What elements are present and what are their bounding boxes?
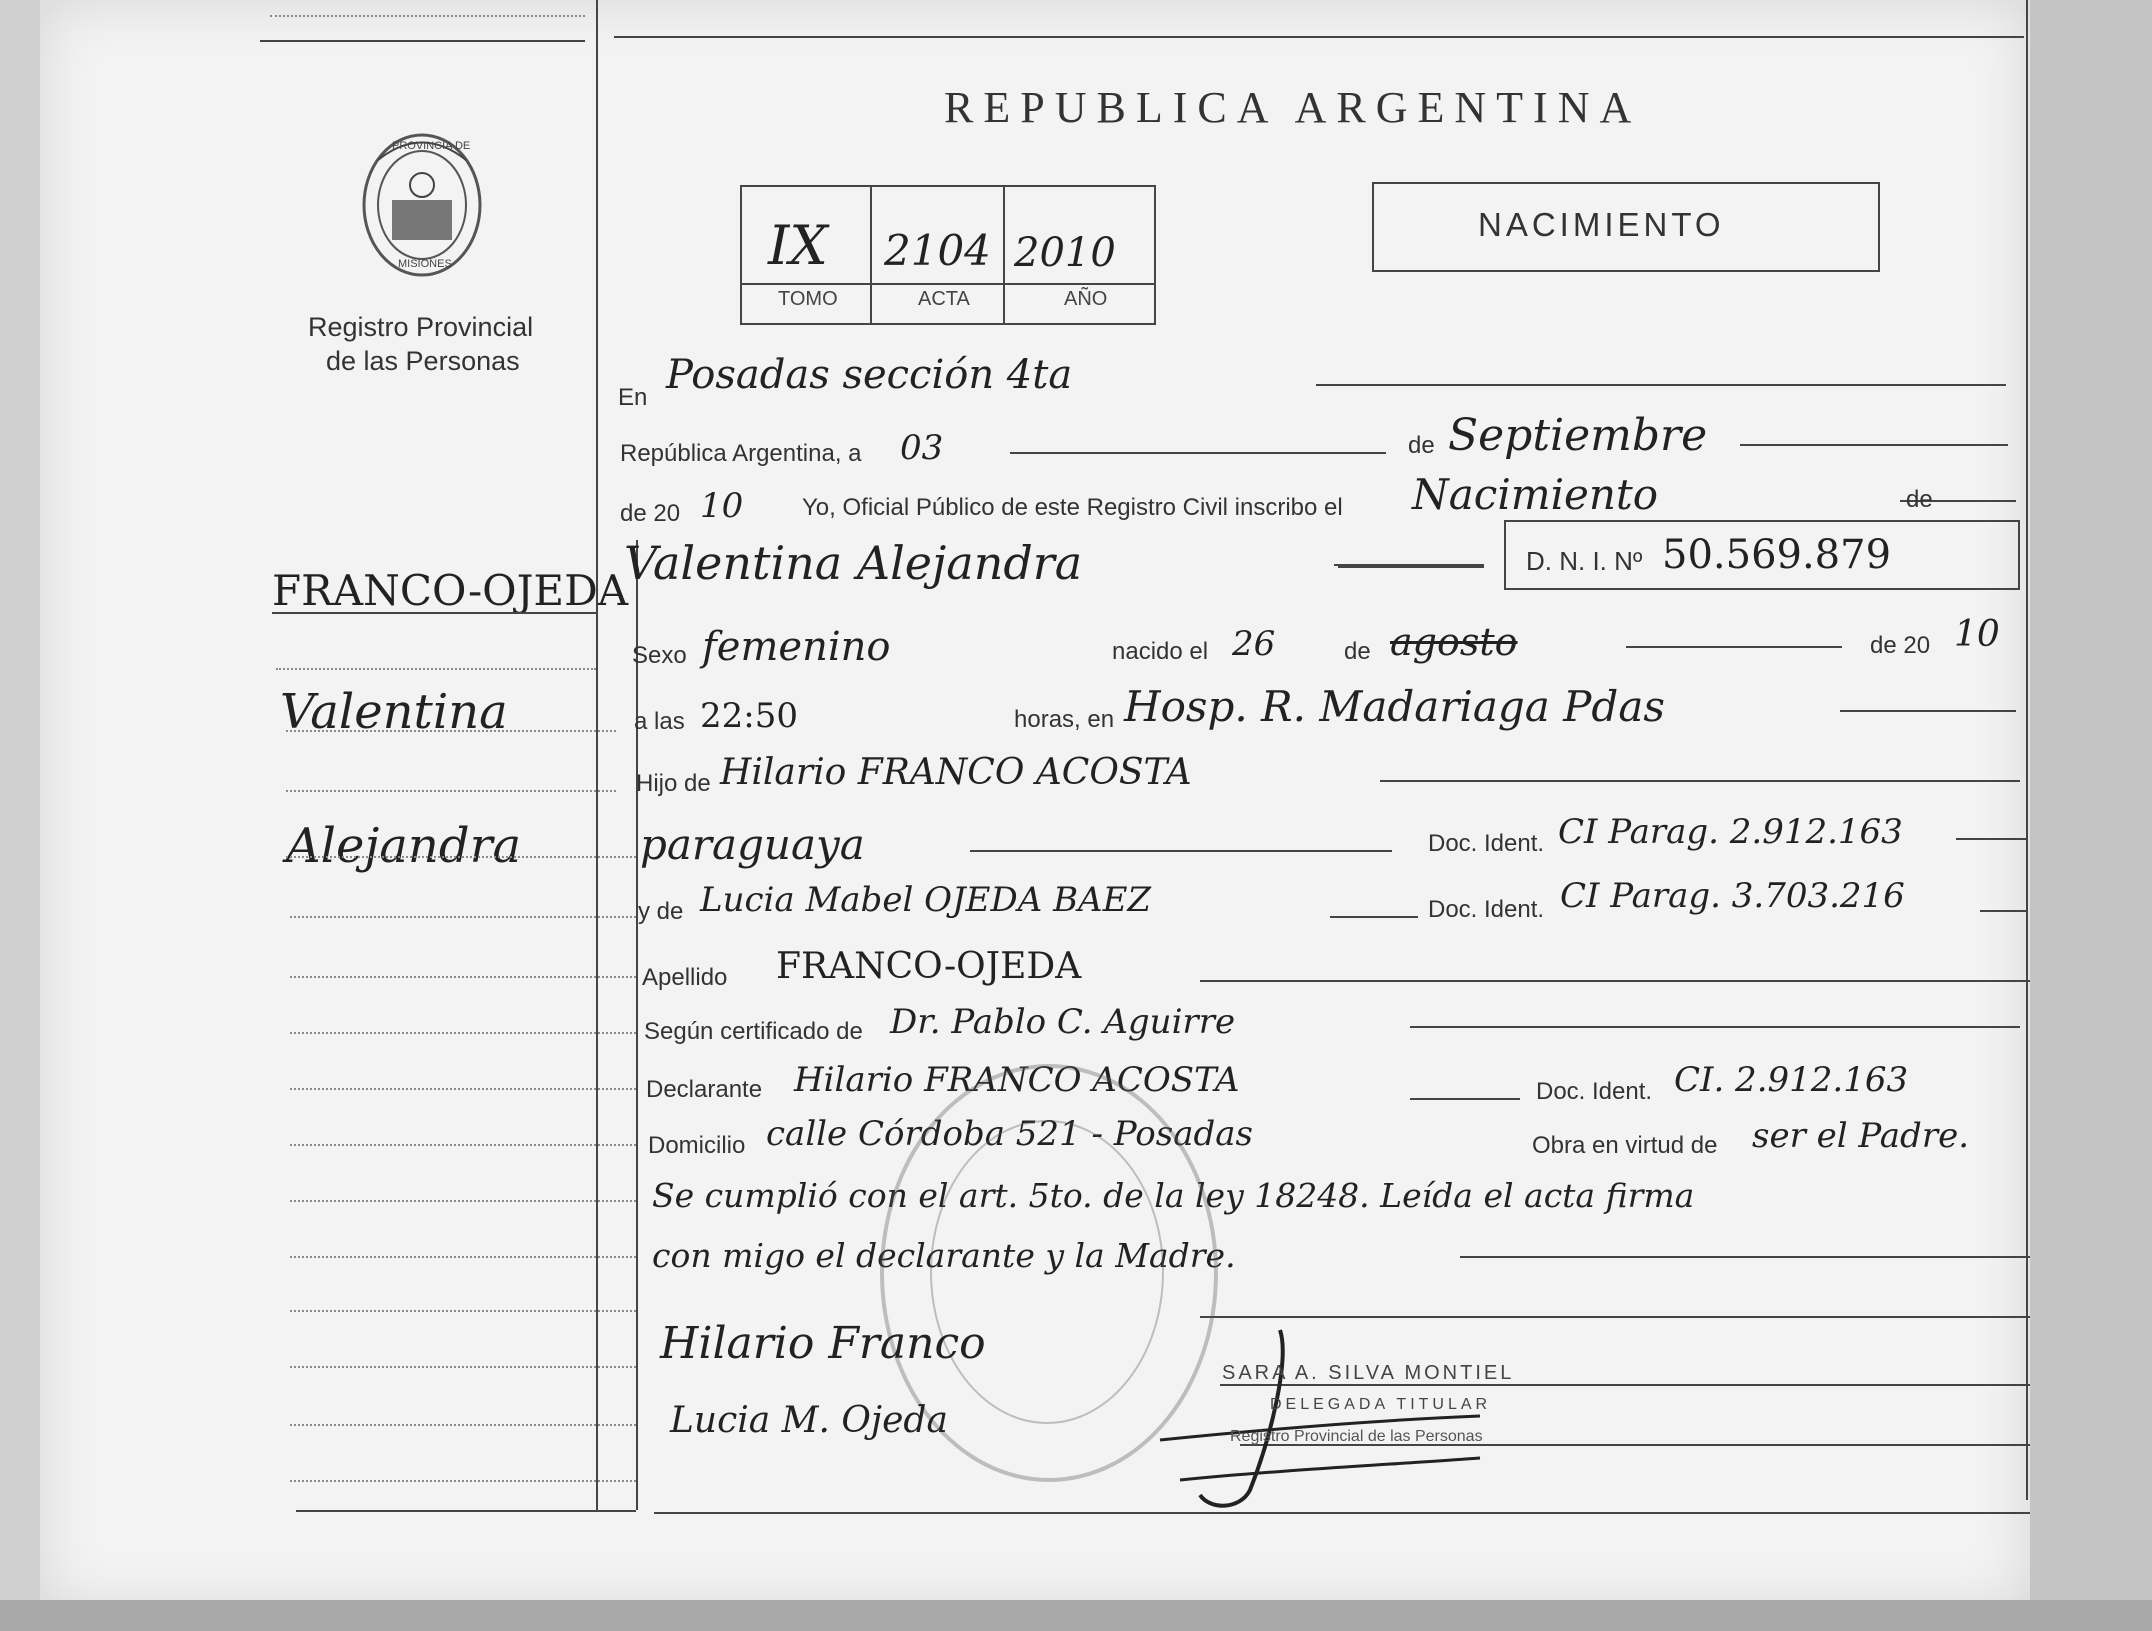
- signature-mother: Lucia M. Ojeda: [670, 1400, 948, 1441]
- doc-ident-label-3: Doc. Ident.: [1536, 1078, 1653, 1105]
- margin-dotted-line: [290, 1088, 636, 1090]
- birth-place: Hosp. R. Madariaga Pdas: [1124, 682, 1665, 731]
- column-divider: [596, 0, 598, 1510]
- tomo-label: TOMO: [778, 288, 838, 310]
- declarante-label: Declarante: [646, 1076, 763, 1103]
- official-signature-icon: [1140, 1320, 1500, 1520]
- horas-label: horas, en: [1014, 706, 1115, 733]
- record-divider: [870, 185, 872, 323]
- official-title: DELEGADA TITULAR: [1270, 1396, 1492, 1413]
- nacido-label: nacido el: [1112, 638, 1209, 665]
- certificado-value: Dr. Pablo C. Aguirre: [890, 1002, 1236, 1042]
- field-line: [1338, 566, 1484, 568]
- margin-dotted-line: [290, 1366, 636, 1368]
- sexo-value: femenino: [702, 624, 891, 670]
- sexo-label: Sexo: [632, 642, 687, 669]
- de-label-3: de: [1344, 638, 1371, 665]
- obra-value: ser el Padre.: [1752, 1116, 1969, 1156]
- father-name: Hilario FRANCO ACOSTA: [720, 752, 1192, 793]
- document-type: NACIMIENTO: [1478, 206, 1725, 243]
- hijo-label: Hijo de: [636, 770, 711, 797]
- column-divider-inner: [636, 540, 638, 1510]
- seal-text-bottom: MISIONES: [398, 258, 452, 270]
- field-line: [1626, 646, 1842, 648]
- margin-dotted-line: [290, 1032, 636, 1034]
- declarante-value: Hilario FRANCO ACOSTA: [794, 1060, 1240, 1100]
- margin-dotted-line: [286, 790, 616, 792]
- margin-dotted-line: [286, 730, 616, 732]
- margin-dotted-line: [290, 1480, 636, 1482]
- field-line: [1316, 384, 2006, 386]
- record-divider: [1003, 185, 1005, 323]
- record-label-rule: [740, 283, 1154, 285]
- en-label: En: [618, 384, 648, 411]
- right-border: [2026, 0, 2028, 1500]
- place-value: Posadas sección 4ta: [666, 352, 1073, 398]
- field-line: [1740, 444, 2008, 446]
- margin-middle-name: Alejandra: [286, 818, 522, 874]
- field-line: [1980, 910, 2026, 912]
- seal-text-top: PROVINCIA DE: [392, 140, 471, 152]
- field-line: [1460, 1256, 2030, 1258]
- mother-name: Lucia Mabel OJEDA BAEZ: [700, 880, 1152, 920]
- margin-bottom-rule: [296, 1510, 636, 1512]
- province-seal: [358, 130, 486, 280]
- domicilio-value: calle Córdoba 521 - Posadas: [766, 1114, 1253, 1154]
- anio-value: 2010: [1014, 230, 1116, 276]
- registry-name-line2: de las Personas: [326, 346, 520, 376]
- alas-label: a las: [634, 708, 685, 735]
- page-edge-bottom: [0, 1600, 2152, 1631]
- acta-label: ACTA: [918, 288, 970, 310]
- margin-dotted-line: [290, 1200, 636, 1202]
- father-nationality: paraguaya: [640, 820, 865, 869]
- top-dotted: [270, 15, 585, 17]
- birth-month: agosto: [1390, 620, 1518, 664]
- notes-line-2: con migo el declarante y la Madre.: [652, 1236, 1236, 1275]
- page-edge-right: [2030, 0, 2152, 1631]
- margin-dotted-line: [290, 1424, 636, 1426]
- dni-value: 50.569.879: [1662, 532, 1892, 578]
- republica-label: República Argentina, a: [620, 440, 862, 467]
- official-name: SARA A. SILVA MONTIEL: [1222, 1362, 1515, 1384]
- day-value: 03: [900, 428, 944, 468]
- certificado-label: Según certificado de: [644, 1018, 863, 1045]
- father-doc: CI Parag. 2.912.163: [1558, 812, 1903, 852]
- country-title: REPUBLICA ARGENTINA: [944, 83, 1642, 132]
- registry-name-line1: Registro Provincial: [308, 312, 534, 342]
- margin-dotted-line: [286, 856, 636, 858]
- margin-surname-underline: [272, 612, 596, 614]
- obra-label: Obra en virtud de: [1532, 1132, 1718, 1159]
- signature-declarante: Hilario Franco: [660, 1318, 986, 1369]
- official-registry: Registro Provincial de las Personas: [1230, 1428, 1483, 1445]
- de-label: de: [1408, 432, 1435, 459]
- field-line: [1200, 1316, 2030, 1318]
- dni-label: D. N. I. Nº: [1526, 546, 1643, 576]
- de-label-2: de: [1906, 486, 1933, 513]
- tomo-value: IX: [768, 214, 828, 277]
- event-value: Nacimiento: [1412, 470, 1659, 519]
- field-line: [1330, 916, 1418, 918]
- margin-dotted-line: [290, 976, 636, 978]
- mother-doc: CI Parag. 3.703.216: [1560, 876, 1905, 916]
- declarante-doc: CI. 2.912.163: [1674, 1060, 1909, 1100]
- apellido-label: Apellido: [642, 964, 728, 991]
- field-line: [970, 850, 1392, 852]
- year-suffix: 10: [700, 486, 744, 526]
- field-line: [1380, 780, 2020, 782]
- birth-year-prefix: de 20: [1870, 632, 1931, 659]
- field-line: [1010, 452, 1386, 454]
- birth-time: 22:50: [700, 696, 798, 736]
- margin-dotted-line: [290, 1256, 636, 1258]
- field-line: [1410, 1026, 2020, 1028]
- acta-value: 2104: [884, 226, 991, 275]
- yde-label: y de: [638, 898, 684, 925]
- birth-year-suffix: 10: [1954, 614, 2000, 655]
- top-rule-right: [614, 36, 2024, 38]
- year-prefix: de 20: [620, 500, 681, 527]
- month-value: Septiembre: [1448, 410, 1708, 461]
- field-line: [1956, 838, 2026, 840]
- birth-day: 26: [1232, 624, 1276, 664]
- doc-ident-label: Doc. Ident.: [1428, 830, 1545, 857]
- margin-dotted-line: [290, 916, 636, 918]
- field-line: [1200, 980, 2030, 982]
- oficial-text: Yo, Oficial Público de este Registro Civil inscribo el: [802, 494, 1343, 521]
- margin-dotted-line: [276, 668, 596, 670]
- registry-stamp-inner: [930, 1120, 1164, 1424]
- child-name: Valentina Alejandra: [624, 536, 1083, 590]
- field-line: [1840, 710, 2016, 712]
- margin-dotted-line: [290, 1310, 636, 1312]
- field-line: [1410, 1098, 1520, 1100]
- notes-line-1: Se cumplió con el art. 5to. de la ley 18248. Leída el acta firma: [652, 1176, 1695, 1215]
- margin-surname: FRANCO-OJEDA: [272, 566, 629, 615]
- margin-first-name: Valentina: [280, 684, 508, 740]
- margin-dotted-line: [290, 1144, 636, 1146]
- anio-label: AÑO: [1064, 288, 1108, 310]
- top-rule-left: [260, 40, 585, 42]
- doc-ident-label-2: Doc. Ident.: [1428, 896, 1545, 923]
- domicilio-label: Domicilio: [648, 1132, 746, 1159]
- apellido-value: FRANCO-OJEDA: [776, 946, 1082, 987]
